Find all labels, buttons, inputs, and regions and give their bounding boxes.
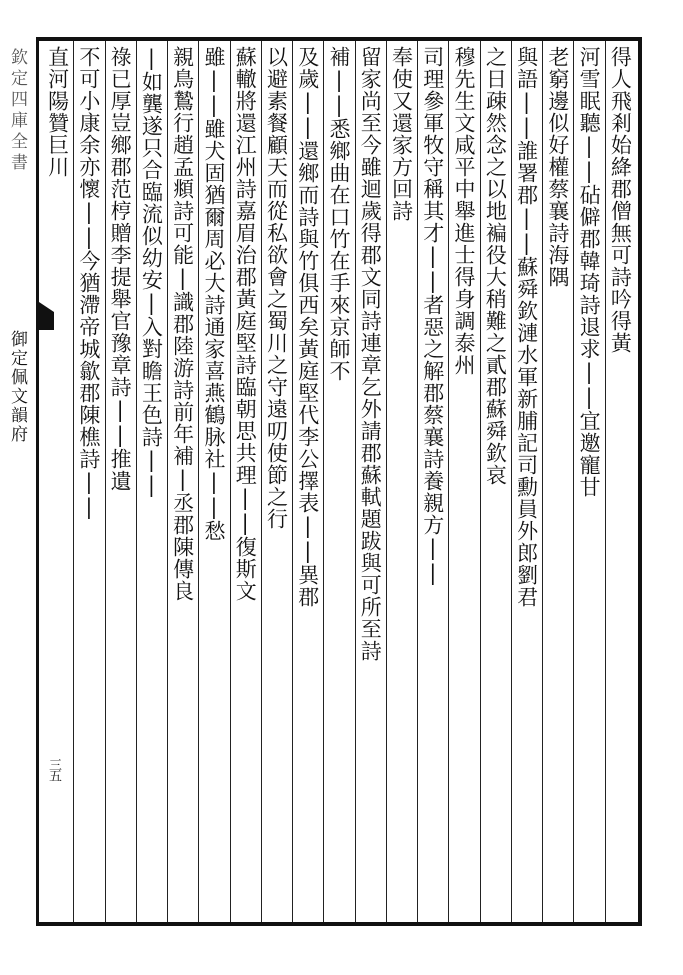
text-column: 穆先生文咸平中舉進士得身調泰州	[452, 46, 477, 376]
text-column: 司理參軍牧守稱其才||者惡之解郡蔡襄詩養親方||	[420, 46, 445, 586]
text-column: 留家尚至今雖迴歲得郡文同詩連章乞外請郡蘇軾題跋與可所至詩	[358, 46, 383, 662]
text-column: |如龔遂只合臨流似幼安|入對瞻王色詩||	[139, 46, 164, 498]
text-column: 親鳥鷙行趙孟頫詩可能|識郡陸游詩前年補|丞郡陳傳良	[170, 46, 195, 602]
text-column: 奉使又還家方回詩	[389, 46, 414, 222]
frame-bottom-border	[36, 922, 642, 926]
text-column: 與語||誰署郡||蘇舜欽漣水軍新脯記司勳員外郎劉君	[514, 46, 539, 608]
text-column: 祿已厚豈鄉郡范梈贈李提舉官豫章詩||推遺	[108, 46, 133, 492]
text-column: 河雪眠聽||砧僻郡韓琦詩退求||宜邀寵甘	[577, 46, 602, 498]
text-column: 補||悉鄉曲在口竹在手來京師不	[327, 46, 351, 382]
text-column: 以避素餐顧天而從私欲會之蜀川之守遠叨使節之行	[264, 46, 289, 530]
text-column: 蘇轍將還江州詩嘉眉治郡黃庭堅詩臨朝思共理||復斯文	[233, 46, 258, 602]
text-column: 不可小康余亦懷||今猶滯帝城歙郡陳樵詩||	[76, 46, 101, 520]
text-column: 得人飛剎始絳郡僧無可詩吟得黃	[608, 46, 633, 354]
page-number: 三五	[46, 758, 61, 780]
margin-series-title: 欽定四庫全書	[7, 48, 27, 174]
text-column: 及歲||還鄉而詩與竹俱西矣黃庭堅代李公擇表||異郡	[295, 46, 320, 608]
text-column: 雖||雖犬固猶爾周必大詩通家喜燕鶴脉社||愁	[201, 46, 226, 542]
text-column: 老窮邊似好權蔡襄詩海隅	[545, 46, 570, 288]
text-column: 之日疎然念之以地褊役大稍難之貳郡蘇舜欽哀	[483, 46, 508, 486]
margin-book-title: 御定佩文韻府	[7, 330, 27, 444]
text-column: 直河陽贊巨川	[45, 46, 70, 178]
frame-top-border	[36, 37, 642, 41]
